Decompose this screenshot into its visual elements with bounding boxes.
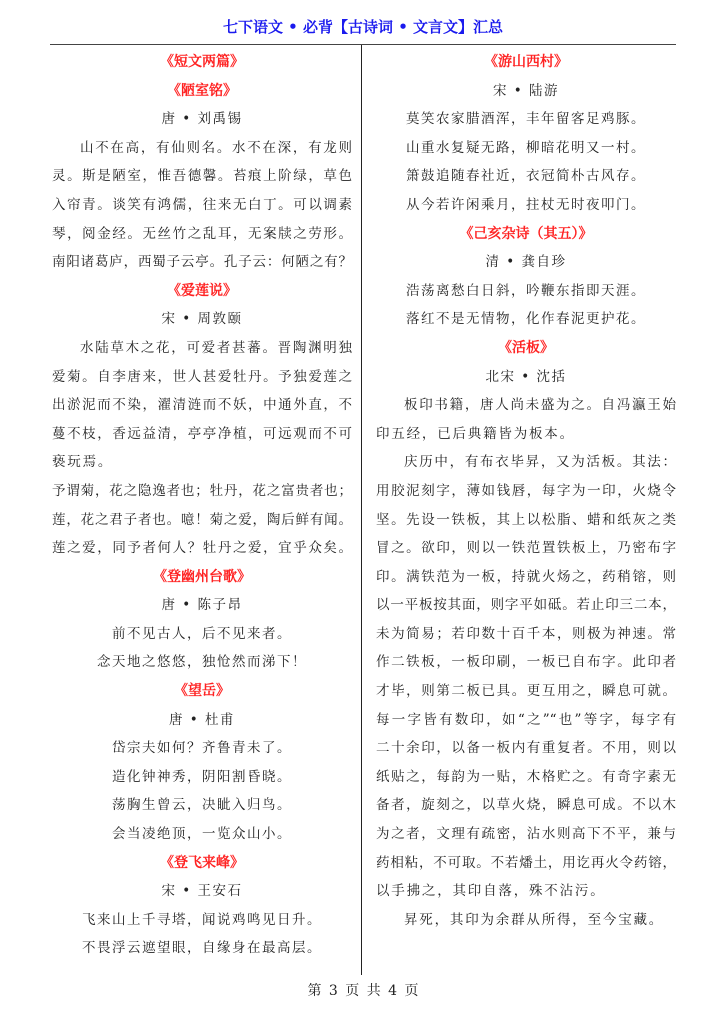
page-number: 第 3 页 共 4 页 bbox=[307, 983, 419, 999]
paragraph-line: 备者，旋刻之，以草火烧，瞬息可成。不以木 bbox=[376, 797, 676, 814]
poem-line: 莫笑农家腊酒浑，丰年留客足鸡豚。 bbox=[406, 111, 646, 128]
left-column bbox=[52, 48, 352, 963]
paragraph-line: 每一字皆有数印，如“之”“也”等字，每字有 bbox=[376, 711, 676, 728]
column-divider bbox=[361, 45, 362, 975]
paragraph-line: 蔓不枝，香远益清，亭亭净植，可远观而不可 bbox=[52, 425, 352, 442]
poem-line: 落红不是无情物，化作春泥更护花。 bbox=[406, 311, 646, 328]
section-title: 《登幽州台歌》 bbox=[153, 568, 251, 585]
paragraph-line: 出淤泥而不染，濯清涟而不妖，中通外直，不 bbox=[52, 397, 352, 414]
author-line: 北宋 • 沈括 bbox=[485, 368, 567, 385]
paragraph-line: 印五经，已后典籍皆为板本。 bbox=[376, 425, 575, 442]
poem-line: 荡胸生曾云，决眦入归鸟。 bbox=[112, 797, 292, 814]
section-title: 《己亥杂诗（其五）》 bbox=[459, 225, 593, 242]
paragraph-line: 坚。先设一铁板，其上以松脂、蜡和纸灰之类 bbox=[376, 511, 676, 528]
paragraph-line: 南阳诸葛庐，西蜀子云亭。孔子云：何陋之有？ bbox=[52, 254, 352, 271]
paragraph-line: 板印书籍，唐人尚未盛为之。自冯瀛王始 bbox=[404, 397, 676, 414]
paragraph-line: 印。满铁范为一板，持就火炀之，药稍镕，则 bbox=[376, 568, 676, 585]
section-title: 《游山西村》 bbox=[484, 54, 568, 70]
poem-line: 山重水复疑无路，柳暗花明又一村。 bbox=[406, 139, 646, 156]
paragraph-line: 亵玩焉。 bbox=[52, 454, 114, 471]
poem-line: 浩荡离愁白日斜，吟鞭东指即天涯。 bbox=[406, 282, 646, 299]
paragraph-line: 莲，花之君子者也。噫！菊之爱，陶后鲜有闻。 bbox=[52, 511, 352, 528]
paragraph-line: 用胶泥刻字，薄如钱唇，每字为一印，火烧令 bbox=[376, 482, 676, 499]
author-line: 唐 • 刘禹锡 bbox=[161, 111, 243, 128]
paragraph-line: 以一平板按其面，则字平如砥。若止印三二本， bbox=[376, 597, 676, 614]
paragraph-line: 庆历中，有布衣毕昇，又为活板。其法： bbox=[404, 454, 676, 471]
author-line: 宋 • 周敦颐 bbox=[161, 311, 243, 328]
section-title: 《登飞来峰》 bbox=[160, 854, 244, 871]
right-column bbox=[376, 48, 676, 934]
poem-line: 从今若许闲乘月，拄杖无时夜叩门。 bbox=[406, 196, 646, 213]
paragraph-line: 二十余印，以备一板内有重复者。不用，则以 bbox=[376, 740, 676, 757]
paragraph-line: 灵。斯是陋室，惟吾德馨。苔痕上阶绿，草色 bbox=[52, 168, 352, 185]
document-header-title: 七下语文 • 必背【古诗词 • 文言文】汇总 bbox=[222, 18, 504, 36]
paragraph-line: 药相粘，不可取。不若燔土，用讫再火令药镕， bbox=[376, 854, 676, 871]
paragraph-line: 纸贴之，每韵为一贴，木格贮之。有奇字素无 bbox=[376, 768, 676, 785]
paragraph-line: 才毕，则第二板已具。更互用之，瞬息可就。 bbox=[376, 683, 676, 700]
paragraph-line: 水陆草木之花，可爱者甚蕃。晋陶渊明独 bbox=[80, 339, 352, 356]
paragraph-line: 冒之。欲印，则以一铁范置铁板上，乃密布字 bbox=[376, 540, 676, 557]
paragraph-line: 琴，阅金经。无丝竹之乱耳，无案牍之劳形。 bbox=[52, 225, 352, 242]
paragraph-line: 入帘青。谈笑有鸿儒，往来无白丁。可以调素 bbox=[52, 196, 352, 213]
paragraph-line: 爱菊。自李唐来，世人甚爱牡丹。予独爱莲之 bbox=[52, 368, 352, 385]
section-title: 《爱莲说》 bbox=[167, 282, 237, 299]
poem-line: 不畏浮云遮望眼，自缘身在最高层。 bbox=[82, 940, 322, 957]
author-line: 唐 • 杜甫 bbox=[168, 711, 236, 728]
poem-line: 前不见古人，后不见来者。 bbox=[112, 625, 292, 642]
author-line: 宋 • 陆游 bbox=[492, 82, 560, 99]
paragraph-line: 予谓菊，花之隐逸者也；牡丹，花之富贵者也； bbox=[52, 482, 352, 499]
header-rule bbox=[50, 44, 676, 45]
poem-line: 会当凌绝顶，一览众山小。 bbox=[112, 826, 292, 843]
poem-line: 箫鼓追随春社近，衣冠简朴古风存。 bbox=[406, 168, 646, 185]
section-title: 《活板》 bbox=[498, 339, 554, 356]
paragraph-line: 为之者，文理有疏密，沾水则高下不平，兼与 bbox=[376, 826, 676, 843]
paragraph-line: 昇死，其印为余群从所得，至今宝藏。 bbox=[404, 911, 665, 928]
section-title: 《望岳》 bbox=[174, 683, 230, 700]
paragraph-line: 莲之爱，同予者何人？牡丹之爱，宜乎众矣。 bbox=[52, 540, 352, 557]
section-title: 《陋室铭》 bbox=[167, 82, 237, 99]
poem-line: 飞来山上千寻塔，闻说鸡鸣见日升。 bbox=[82, 911, 322, 928]
poem-line: 造化钟神秀，阴阳割昏晓。 bbox=[112, 768, 292, 785]
author-line: 唐 • 陈子昂 bbox=[161, 597, 243, 614]
paragraph-line: 山不在高，有仙则名。水不在深，有龙则 bbox=[80, 139, 352, 156]
paragraph-line: 未为简易；若印数十百千本，则极为神速。常 bbox=[376, 625, 676, 642]
poem-line: 岱宗夫如何？齐鲁青未了。 bbox=[112, 740, 292, 757]
author-line: 宋 • 王安石 bbox=[161, 883, 243, 900]
section-title: 《短文两篇》 bbox=[160, 54, 244, 70]
paragraph-line: 以手拂之，其印自落，殊不沾污。 bbox=[376, 883, 606, 900]
poem-line: 念天地之悠悠，独怆然而涕下！ bbox=[97, 654, 307, 671]
author-line: 清 • 龚自珍 bbox=[485, 254, 567, 271]
paragraph-line: 作二铁板，一板印刷，一板已自布字。此印者 bbox=[376, 654, 676, 671]
